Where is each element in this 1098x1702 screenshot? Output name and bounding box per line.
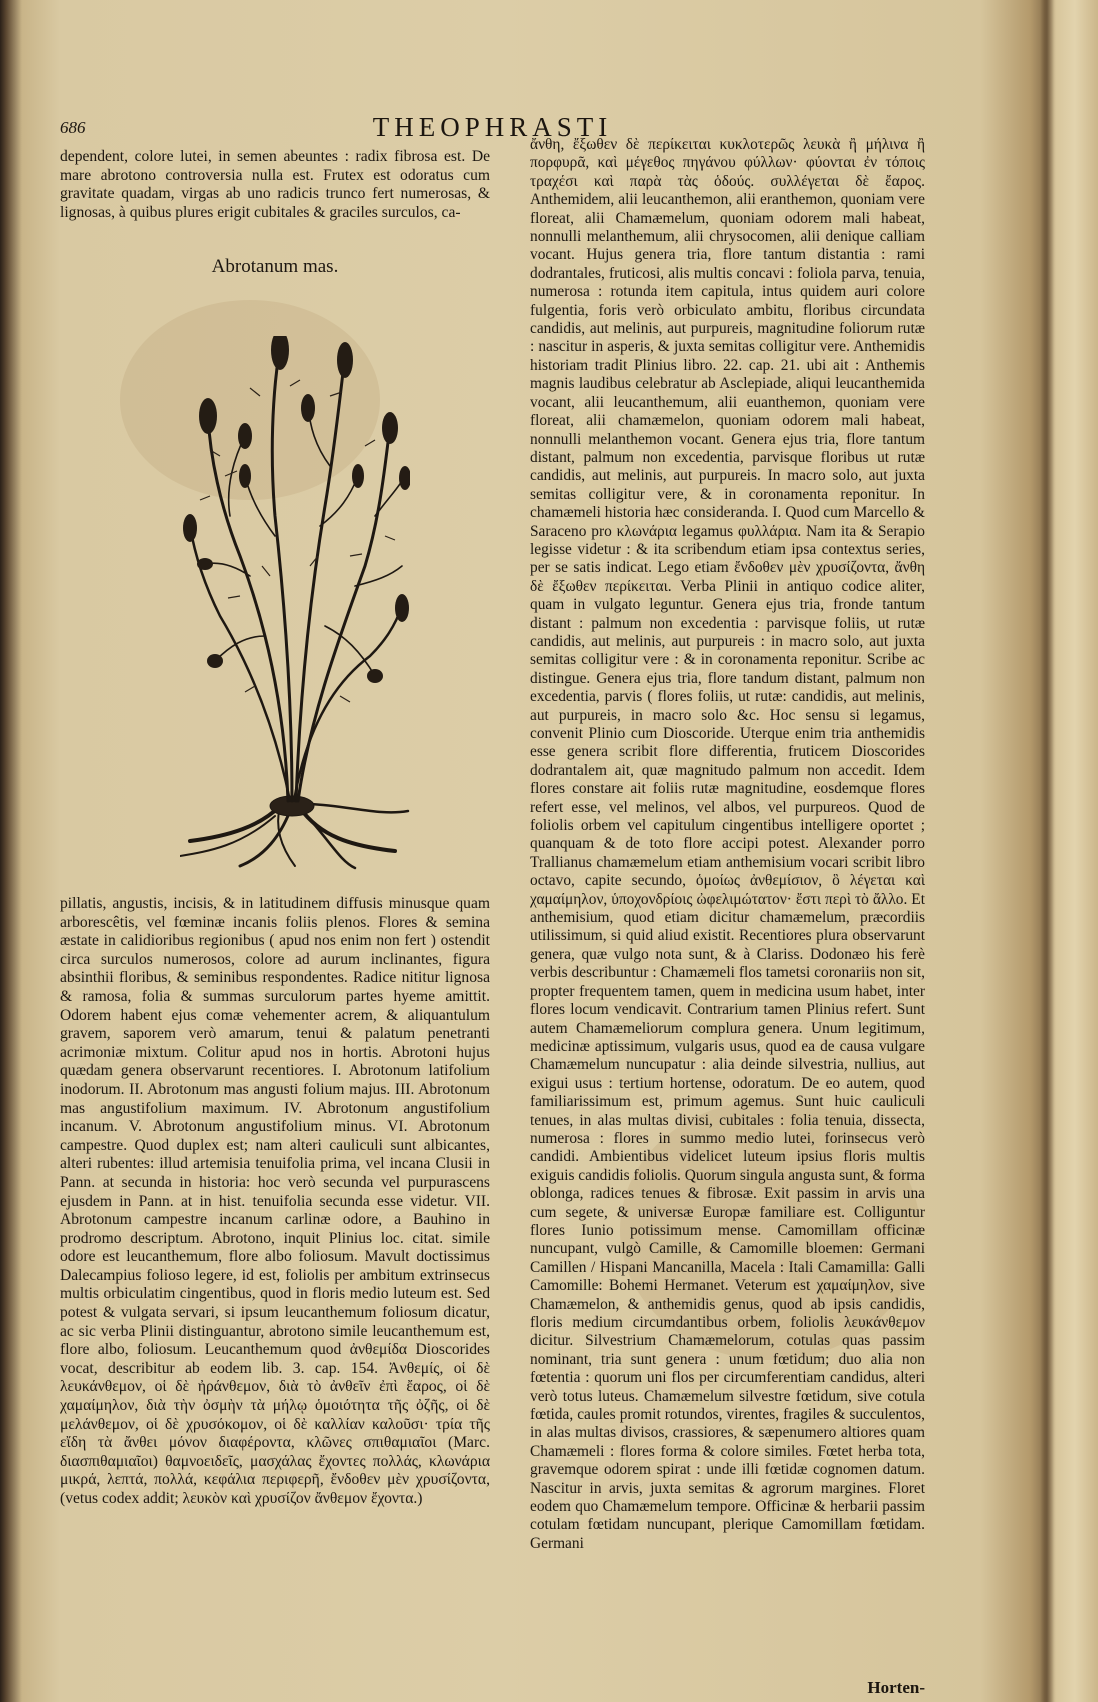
book-gutter-fold bbox=[1040, 0, 1054, 1702]
left-column-top bbox=[60, 148, 490, 222]
paragraph: dependent, colore lutei, in semen abeuntes : radix fibrosa est. De mare abrotono controversia nulla est. Frutex est odoratus cum gravitate quadam, virgas ab uno radicis trunco fert numerosas, & lignosas, à quibus plures erigit cubitales & graciles surculos, ca- bbox=[60, 148, 490, 221]
paragraph: pillatis, angustis, incisis, & in latitudinem diffusis minusque quam arborescêtis, vel fœminæ incanis foliis plenos. Flores & semina æstate in calidioribus regionibus ( apud nos enim non fert ) ostendit circa surculos numerosos, colore ad aurum inclinantes, figura absinthii floribus, & seminibus respondentes. Radice nititur lignosa & ramosa, folia & summas surculorum partes hyeme amittit. Odorem habent ejus comæ vehementer acrem, & aliquantulum gravem, saporem verò amarum, tenui & palatum penetranti acrimoniæ mixtum. Colitur apud nos in hortis. Abrotoni hujus quædam genera observarunt recentiores. I. Abrotonum latifolium inodorum. II. Abrotonum mas angusti folium majus. III. Abrotonum mas angustifolium maximum. IV. Abrotonum angustifolium incanum. V. Abrotonum angustifolium minus. VI. Abrotonum campestre. Quod duplex est; nam alteri cauliculi sunt albicantes, alteri rubentes: illud artemisia tenuifolia prima, vel incana Clusii in Pann. at secunda in historia: hoc verò secunda vel purpurascens ejusdem in Pann. at in hist. tenuifolia secunda esse videtur. VII. Abrotonum campestre incanum carlinæ odore, a Bauhino in prodromo descriptum. Abrotono, inquit Plinius loc. citat. simile odore est leucanthemum, flore albo foliosum. Mavult doctissimus Dalecampius folioso legere, id est, foliolis per ambitum extrinsecus multis orbiculatim cingentibus, quod in floris medio luteum est. Sed potest & vulgata servari, si ipsum leucanthemum foliosum dicatur, ac sic verba Plinii distinguantur, abrotono simile leucanthemum est, flore albo, foliosum. Leucanthemum quod ἀνθεμίδα Dioscorides vocat, describitur ab eodem lib. 3. cap. 154. Ἀνθεμίς, οἱ δὲ λευκάνθεμον, οἱ δὲ ἠράνθεμον, διὰ τὸ ἀνθεῖν ἐπὶ ἔαρος, οἱ δὲ χαμαίμηλον, διὰ τὴν ὀσμὴν τὰ μήλῳ ὁμοιότητα τῆς ὀζῆς, οἱ δὲ μελάνθεμον, οἱ δὲ χρυσόκομον, οἱ δὲ καλλίαν καλοῦσι· τρία τῆς εἴδη τὰ ἄνθει μόνον διαφέροντα, κλῶνες σπιθαμιαῖοι (Marc. διασπιθαμιαῖοι) θαμνοειδεῖς, μασχάλας ἔχοντες πολλάς, κλωνάρια μικρά, λεπτά, πολλά, κεφάλια περιφερῆ, ἔνδοθεν μὲν χρυσίζοντα, (vetus codex addit; λευκὸν καὶ χρυσίζον ἄνθεμον ἔχοντα.) bbox=[60, 895, 490, 1507]
page-number: 686 bbox=[60, 118, 86, 137]
left-column-bottom bbox=[60, 895, 490, 1509]
paragraph: ἄνθη, ἔξωθεν δὲ περίκειται κυκλοτερῶς λευκὰ ἢ μήλινα ἢ πορφυρᾶ, καὶ μέγεθος πηγάνου φύλλων· φύονται ἐν τόποις τραχέσι καὶ παρὰ τὰς ὁδούς. συλλέγεται δὲ ἔαρος. Anthemidem, alii leucanthemon, alii eranthemon, quoniam vere floreat, alii Chamæmelum, quoniam odorem mali habeat, nonnulli melanthemum, alii chrysocomen, alii denique calliam vocant. Hujus genera tria, flore tantum distantia : rami dodrantales, fruticosi, alis multis concavi : foliola parva, tenuia, numerosa : rotunda item capitula, intus quidem auri colore fulgentia, foris verò orbiculato ambitu, floribus circundata candidis, aut melinis, aut purpureis, magnitudine foliorum rutæ : nascitur in asperis, & juxta semitas colligitur vere. Anthemidis historiam tradit Plinius libro. 22. cap. 21. ubi ait : Anthemis magnis laudibus celebratur ab Asclepiade, aliqui leucanthemida vocant, alii leucanthemum, alii euanthemon, quoniam vere floreat, alii chamæmelon, quoniam odorem mali habeat, nonnulli melanthemon vocant. Genera ejus tria, flore tantum distant, palmum non excedentia, parvisque floribus ut rutæ candidis, aut melinis, aut purpureis. In macro solo, aut juxta semitas colligitur vere, & in coronamenta reponitur. In chamæmeli historia hæc consideranda. I. Quod cum Marcello & Saraceno pro κλωνάρια legamus φυλλάρια. Nam ita & Serapio legisse videtur : & ita scribendum etiam ipsa contextus series, per se satis indicat. Lego etiam ἔνδοθεν μὲν χρυσίζοντα, ἄνθη δὲ ἔξωθεν περίκειται. Verba Plinii in antiquo codice aliter, quam in vulgato leguntur. Genera ejus tria, fronde tantum distant : palmum non excedentia : parvisque foliis, ut rutæ candidis, aut melinis, aut purpureis : in macro solo, aut juxta semitas colligitur vere : & in coronamenta reponitur. Scribe ac distingue. Genera ejus tria, flore tandum distant, palmum non excedentia, parvis ( flores foliis, ut rutæ: candidis, aut melinis, aut purpureis, in macro solo &c. Hoc sensu si legamus, convenit Plinio cum Dioscoride. Uterque enim tria anthemidis esse genera scribit flore differentia, fruticem Dioscorides dodrantalem ait, quæ magnitudo palmum non accedit. Idem flores constare ait foliis rutæ magnitudine, eosdemque flores refert esse, vel melinos, vel albos, vel purpureos. Quod de foliolis orbem vel capitulum cingentibus intelligere oportet ; quanquam & de toto flore accipi potest. Alexander porro Trallianus chamæmelum etiam anthemisium vocari scribit libro octavo, capite secundo, ὁμοίως ἀνθεμίσιον, ὃ λέγεται καὶ χαμαίμηλον, ὑποχονδρίοις ὠφελιμώτατον· ἔστι περὶ τὸ ἄλλο. Et anthemisium, quod etiam dicitur chamæmelum, præcordiis utilissimum, si quid aliud existit. Recentiores plura observarunt genera, quæ vulgo nota sunt, & à Clariss. Dodonæo his ferè verbis describuntur : Chamæmeli flos tametsi coronariis non sit, propter frequentem tamen, quem in medicina usum habet, inter flores locum vendicavit. Contrarium tamen Plinius refert. Sunt autem Chamæmeliorum complura genera. Unum legitimum, medicinæ aptissimum, vulgaris usus, quod ea de causa vulgare Chamæmelum nuncupatur : alia deinde silvestria, nullius, aut exigui usus : tertium hortense, odoratum. De eo autem, quod familiarissimum est, primum agemus. Sunt huic cauliculi tenues, in alas multas divisi, cubitales : folia tenuia, dissecta, numerosa : flores in summo medio lutei, forinsecus verò candidi. Ambientibus videlicet luteum ipsius floris multis exiguis candidis foliolis. Quorum singula angusta sunt, & forma oblonga, radices tenues & fibrosæ. Exit passim in arvis una cum segete, & universæ Europæ familiare est. Colliguntur flores Iunio potissimum mense. Camomillam officinæ nuncupant, vulgò Camille, & Camomille bloemen: Germani Camillen / Hispani Mancanilla, Macela : Itali Camamilla: Galli Camomille: Bohemi Hermanet. Veterum est χαμαίμηλον, sive Chamæmelon, & anthemidis genus, quod ab ipsis candidis, floris medium circumdantibus orbem, foliolis λευκάνθεμον dicitur. Silvestrium Chamæmelorum, cotulas quas passim nominant, tria sunt genera : unum fœtidum; duo alia non fœtentia : quorum uni flos per circumferentiam candidus, alteri verò totus luteus. Chamæmelum silvestre fœtidum, sive cotula fœtida, caules promit rotundos, virentes, fragiles & succulentos, in alas multas divisos, crassiores, & sæpenumero altiores quam Chamæmeli : flores forma & colore similes. Fœtet herba tota, gravemque odorem spirat : unde illi fœtidæ cognomen datum. Nascitur in arvis, juxta semitas & agrorum margines. Floret eodem quo Chamæmelum tempore. Officinæ & herbarii passim cotulam fœtidam nuncupant, plerique Camomillam fœtidam. Germani bbox=[530, 136, 925, 1552]
figure-caption: Abrotanum mas. bbox=[211, 256, 339, 277]
catchword: Horten- bbox=[867, 1678, 925, 1697]
running-title: THEOPHRASTI bbox=[372, 112, 613, 142]
woodcut-plant-illustration bbox=[180, 336, 410, 871]
right-column bbox=[530, 136, 925, 1553]
book-page bbox=[60, 108, 925, 1697]
